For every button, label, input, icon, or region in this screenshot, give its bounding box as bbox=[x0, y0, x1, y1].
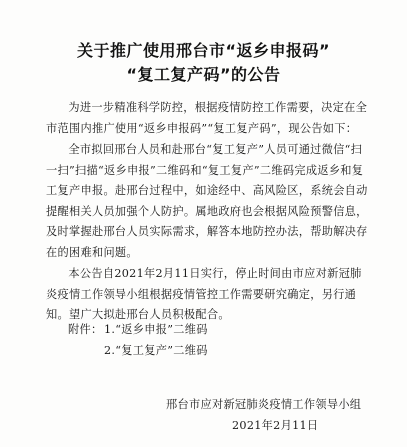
notice-paragraph-intro bbox=[46, 98, 372, 139]
notice-title-line-1: 关于推广使用邢台市“返乡申报码” bbox=[76, 41, 331, 60]
paragraph-text: 为进一步精准科学防控，根据疫情防控工作需要，决定在全市范围内推广使用“返乡申报码”“复工复产码”，现公告如下： bbox=[46, 101, 368, 135]
attachment-item-1: 1.“返乡申报”二维码 bbox=[104, 323, 208, 336]
paragraph-text: 本公告自2021年2月11日实行，停止时间由市应对新冠肺炎疫情工作领导小组根据疫情管控工作需要研究确定，另行通知。望广大拟赴邢台人员积极配合。 bbox=[46, 267, 362, 321]
notice-paragraph-main bbox=[46, 140, 372, 263]
notice-title-line-2: “复工复产码”的公告 bbox=[126, 65, 281, 84]
signature-date: 2021年2月11日 bbox=[232, 419, 319, 432]
attachment-item-2: 2.“复工复产”二维码 bbox=[104, 344, 208, 357]
paragraph-text: 全市拟回邢台人员和赴邢台“复工复产”人员可通过微信“扫一扫”扫描“返乡申报”二维码和“复工复产”二维码完成返乡和复工复产申报。赴邢台过程中，如途经中、高风险区，系统会自动提醒相关人员加强个人防护。属地政府也会根据风险预警信息，及时掌握赴邢台人员实际需求，解答本地防控办法，帮助解决存在的困难和问题。 bbox=[46, 143, 368, 259]
attachments-label: 附件： bbox=[68, 323, 103, 336]
signature-organization: 邢台市应对新冠肺炎疫情工作领导小组 bbox=[166, 398, 362, 411]
notice-paragraph-effective bbox=[46, 264, 372, 326]
